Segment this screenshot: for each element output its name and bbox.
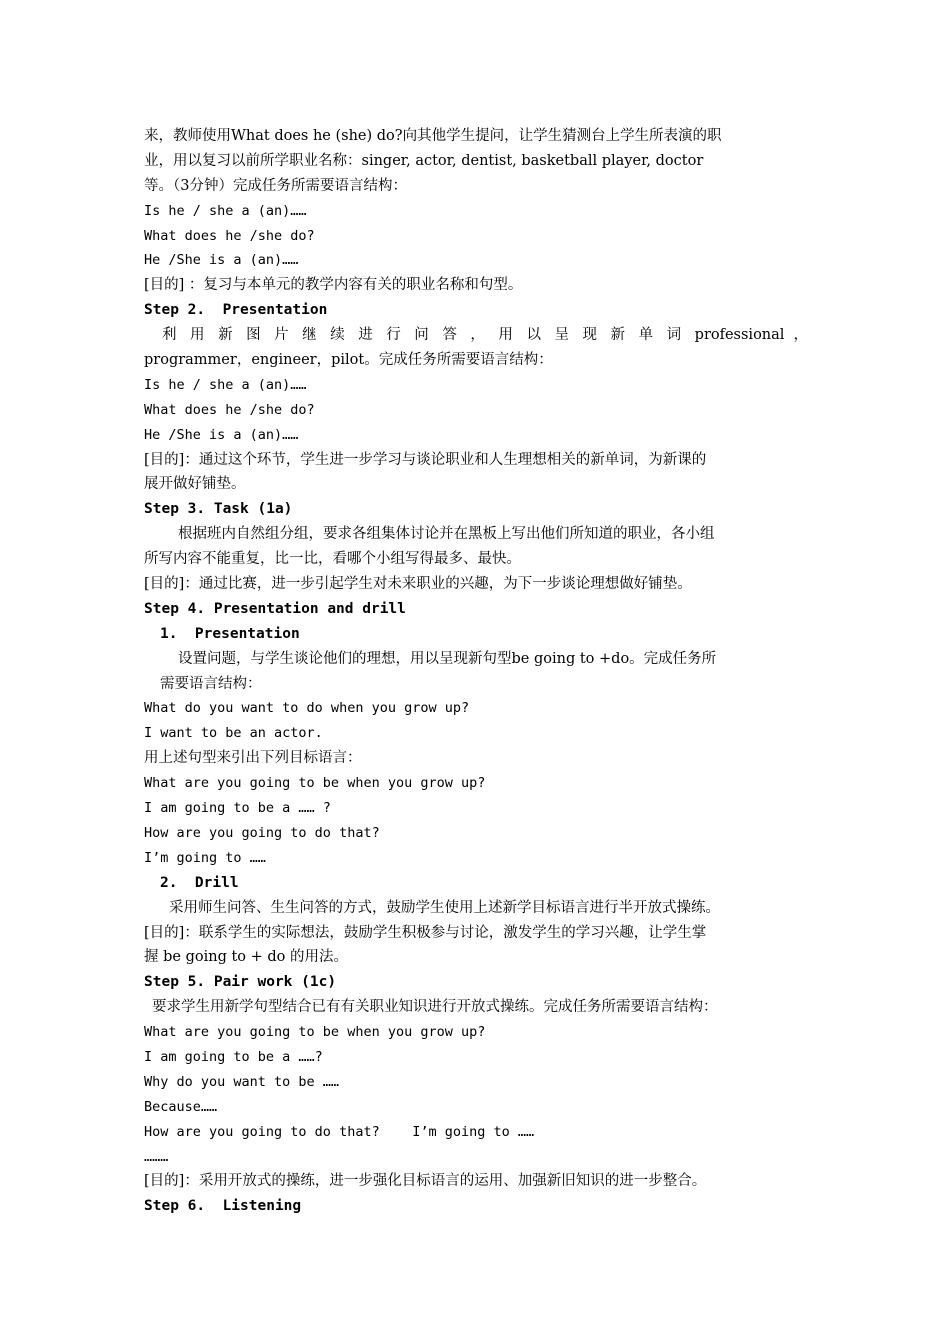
para-line: 所写内容不能重复，比一比，看哪个小组写得最多、最快。 xyxy=(144,551,521,568)
structure-line: What does he /she do? xyxy=(144,227,315,244)
step-5-heading: Step 5. Pair work (1c) xyxy=(144,974,337,991)
step-4-heading: Step 4. Presentation and drill xyxy=(144,600,406,617)
step-2-heading: Step 2. Presentation xyxy=(144,302,328,319)
document-page xyxy=(144,124,808,1219)
purpose-line: [目的]：采用开放式的操练，进一步强化目标语言的运用、加强新旧知识的进一步整合。 xyxy=(144,1173,707,1190)
purpose-line: [目的] ：复习与本单元的教学内容有关的职业名称和句型。 xyxy=(144,277,523,294)
structure-line: Is he / she a (an)…… xyxy=(144,202,307,219)
structure-line: He /She is a (an)…… xyxy=(144,426,299,443)
ellipsis-line: ……… xyxy=(144,1148,169,1165)
para-line-3: 等。（3分钟）完成任务所需要语言结构： xyxy=(144,177,407,194)
purpose-line-cont: 展开做好铺垫。 xyxy=(144,476,246,493)
structure-line: I am going to be a …… ? xyxy=(144,800,331,817)
purpose-line: [目的]：通过比赛，进一步引起学生对未来职业的兴趣，为下一步谈论理想做好铺垫。 xyxy=(144,576,692,593)
purpose-line: [目的]：联系学生的实际想法，鼓励学生积极参与讨论，激发学生的学习兴趣，让学生掌 xyxy=(144,924,707,941)
substep-presentation-heading: 1. Presentation xyxy=(160,625,300,642)
structure-line: What do you want to do when you grow up? xyxy=(144,700,470,717)
structure-line: I want to be an actor. xyxy=(144,725,323,742)
purpose-line-cont: 握 be going to + do 的用法。 xyxy=(144,949,349,966)
para-line: 需要语言结构： xyxy=(160,675,262,692)
para-line: 要求学生用新学句型结合已有有关职业知识进行开放式操练。完成任务所需要语言结构： xyxy=(152,999,718,1016)
structure-line: Why do you want to be …… xyxy=(144,1073,340,1090)
step-6-heading: Step 6. Listening xyxy=(144,1198,302,1215)
structure-line: He /She is a (an)…… xyxy=(144,252,299,269)
structure-line: I am going to be a ……? xyxy=(144,1048,323,1065)
purpose-line: [目的]：通过这个环节，学生进一步学习与谈论职业和人生理想相关的新单词，为新课的 xyxy=(144,451,707,468)
para-line: 用上述句型来引出下列目标语言： xyxy=(144,750,362,767)
para-line: 设置问题，与学生谈论他们的理想，用以呈现新句型be going to +do。完成任务所 xyxy=(178,650,717,667)
structure-line: How are you going to do that? xyxy=(144,824,380,841)
para-line: 利 用 新 图 片 继 续 进 行 问 答 ， 用 以 呈 现 新 单 词 professional ， xyxy=(162,327,808,344)
structure-line: I’m going to …… xyxy=(144,849,266,866)
structure-line: What are you going to be when you grow up? xyxy=(144,1024,486,1041)
para-line: 采用师生问答、生生问答的方式，鼓励学生使用上述新学目标语言进行半开放式操练。 xyxy=(169,899,720,916)
step-3-heading: Step 3. Task (1a) xyxy=(144,501,293,518)
structure-line: Because…… xyxy=(144,1098,218,1115)
structure-line: What does he /she do? xyxy=(144,401,315,418)
para-line-1: 来，教师使用What does he (she) do?向其他学生提问，让学生猜测台上学生所表演的职 xyxy=(144,128,722,144)
para-line: 根据班内自然组分组，要求各组集体讨论并在黑板上写出他们所知道的职业，各小组 xyxy=(178,526,715,543)
structure-line: What are you going to be when you grow up? xyxy=(144,775,486,792)
para-line: programmer，engineer，pilot。完成任务所需要语言结构： xyxy=(144,352,553,369)
structure-line: How are you going to do that? I’m going to …… xyxy=(144,1123,535,1140)
para-line-2: 业，用以复习以前所学职业名称：singer, actor, dentist, basketball player, doctor xyxy=(144,152,704,169)
substep-drill-heading: 2. Drill xyxy=(160,874,239,891)
structure-line: Is he / she a (an)…… xyxy=(144,376,307,393)
